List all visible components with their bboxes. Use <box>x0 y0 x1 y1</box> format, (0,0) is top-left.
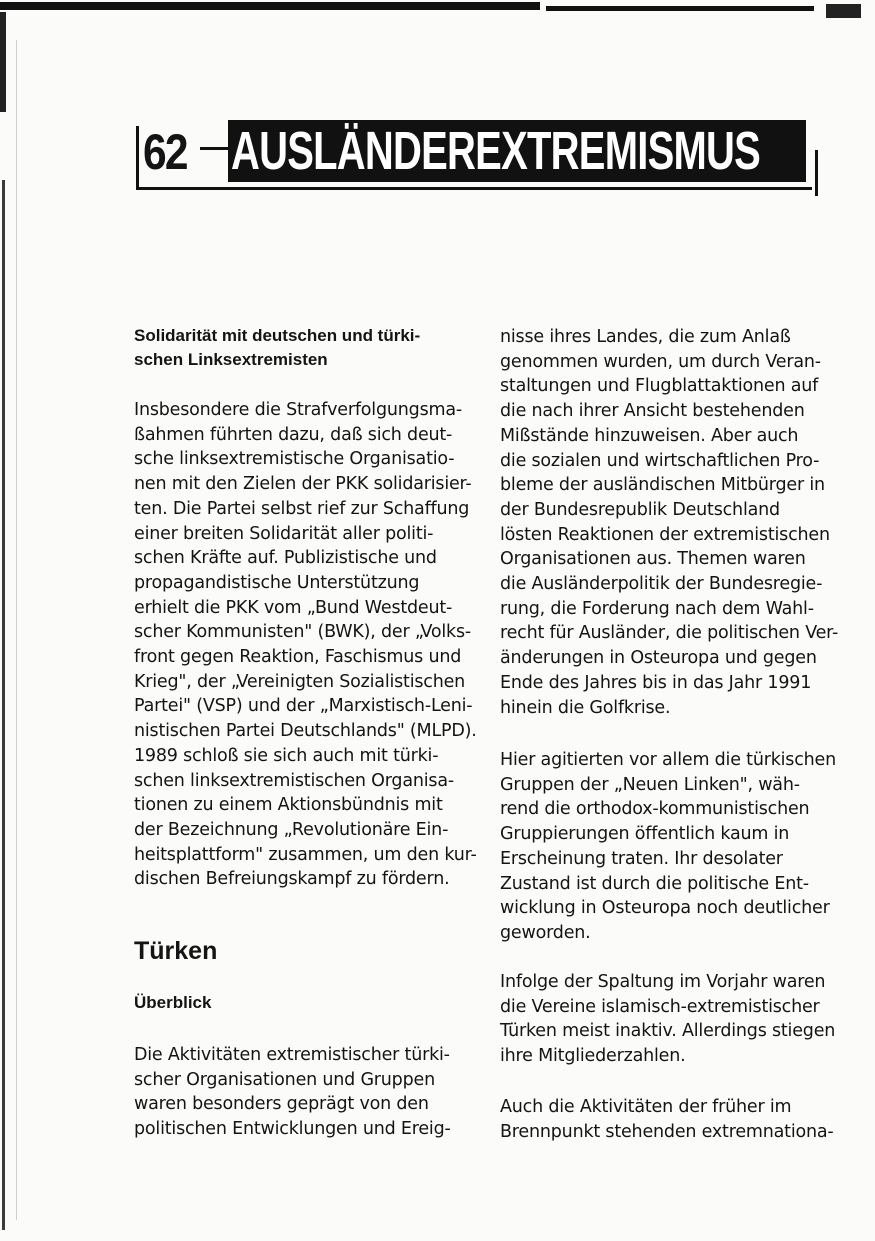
right-paragraph-4: Auch die Aktivitäten der früher im Brennpunkt stehenden extremnationa- <box>500 1097 834 1142</box>
right-paragraph-2: Hier agitierten vor allem die türkischen Gruppen der „Neuen Linken", wäh- rend die orthodox-kommunistischen Gruppierungen öffentlich kaum in Erscheinung traten. Ihr desolater Zustand ist durch die politische Ent- wicklung in Osteuropa noch deutlicher geworden. <box>500 750 836 943</box>
left-paragraph-1: Insbesondere die Strafverfolgungsma- ßahmen führten dazu, daß sich deut- sche linksextremistische Organisatio- nen mit den Zielen der PKK solidarisier- ten. Die Partei selbst rief zur Schaffung einer breiten Solidarität aller politi- schen Kräfte auf. Publizistische und propagandistische Unterstützung erhielt die PKK vom „Bund Westdeut- scher Kommunisten" (BWK), der „Volks- front gegen Reaktion, Faschismus und Krieg", der „Vereinigten Sozialistischen Partei" (VSP) und der „Marxistisch-Leni- nistischen Partei Deutschlands" (MLPD). 1989 schloß sie sich auch mit türki- schen linksextremistischen Organisa- tionen zu einem Aktionsbündnis mit der Bezeichnung „Revolutionäre Ein- heitsplattform" zusammen, um den kur- dischen Befreiungskampf zu fördern. <box>134 400 477 890</box>
scan-edge-top-middle <box>546 6 814 11</box>
right-paragraph-1: nisse ihres Landes, die zum Anlaß genommen wurden, um durch Veran- staltungen und Flugblattaktionen auf die nach ihrer Ansicht bestehenden Mißstände hinzuweisen. Aber auch die sozialen und wirtschaftlichen Pro- bleme der ausländischen Mitbürger in der Bundesrepublik Deutschland lösten Reaktionen der extremistischen Organisationen aus. Themen waren die Ausländerpolitik der Bundesregie- rung, die Forderung nach dem Wahl- recht für Ausländer, die politischen Ver- änderungen in Osteuropa und gegen Ende des Jahres bis in das Jahr 1991 hinein die Golfkrise. <box>500 327 839 718</box>
scan-edge-top-left <box>0 2 540 10</box>
scan-edge-left <box>2 180 5 1230</box>
scan-edge-left-top <box>0 12 6 112</box>
chapter-title-text: AUSLÄNDEREXTREMISMUS <box>230 121 761 181</box>
page-number: 62 <box>143 124 187 180</box>
left-subheading: Solidarität mit deutschen und türki- schen Linksextremisten <box>134 326 421 369</box>
section-subheading: Überblick <box>134 993 212 1012</box>
right-paragraph-3: Infolge der Spaltung im Vorjahr waren die Vereine islamisch-extremistischer Türken meist inaktiv. Allerdings stiegen ihre Mitgliederzahlen. <box>500 972 836 1067</box>
header-rule <box>200 147 230 150</box>
left-paragraph-2: Die Aktivitäten extremistischer türki- scher Organisationen und Gruppen waren besonders geprägt von den politischen Entwicklungen und Ereig- <box>134 1045 451 1140</box>
scan-edge-top-right <box>826 4 861 18</box>
scan-fold-line <box>16 40 17 1220</box>
section-heading: Türken <box>134 937 218 965</box>
chapter-title <box>228 120 806 182</box>
